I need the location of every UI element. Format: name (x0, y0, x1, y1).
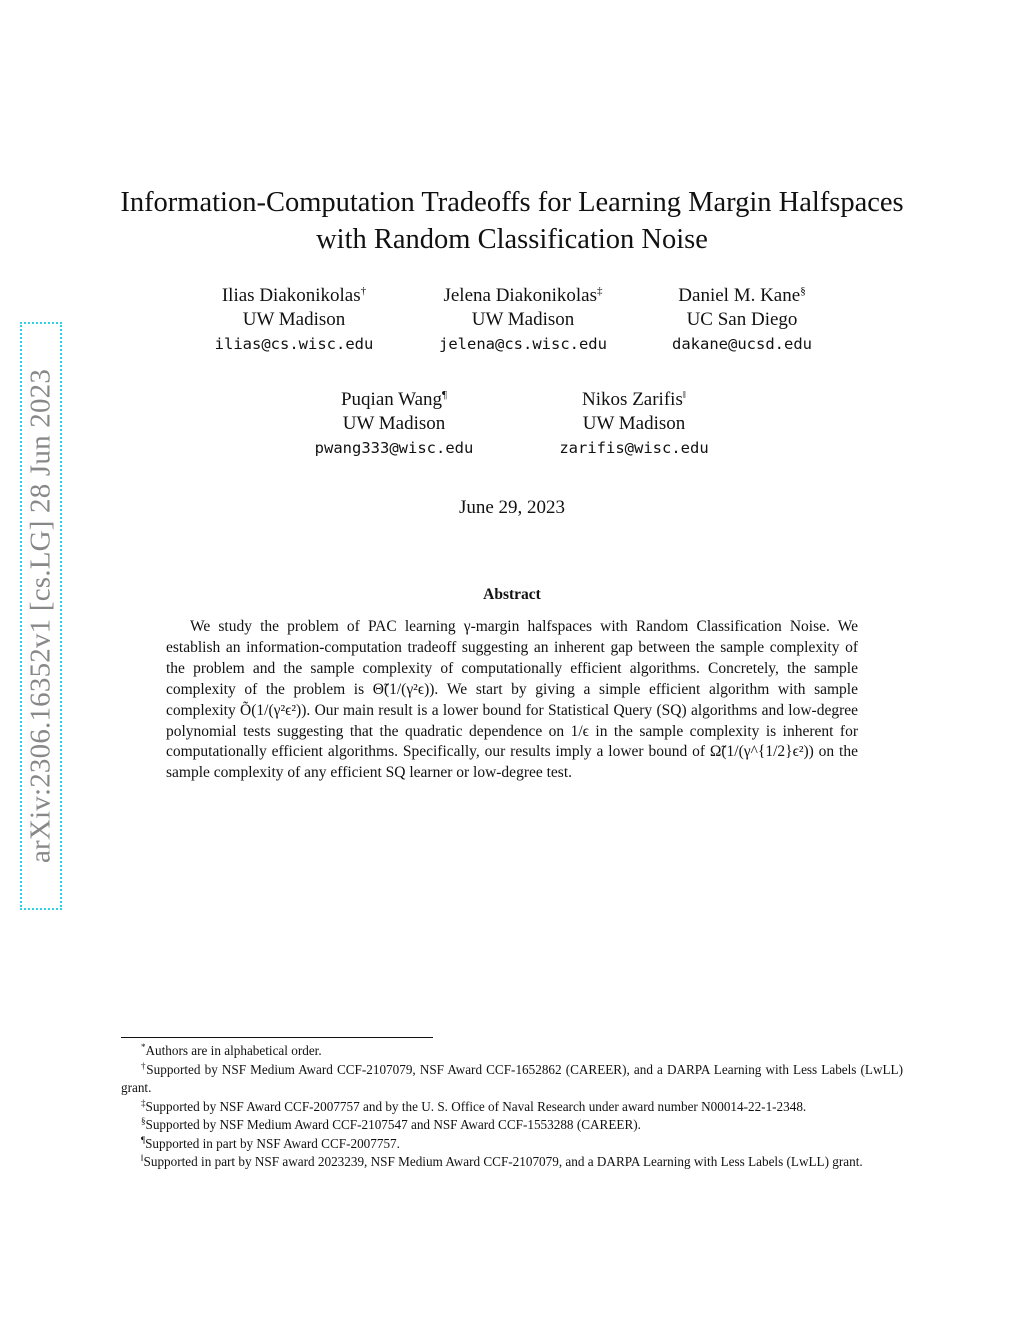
footnote (121, 1135, 903, 1154)
author-affiliation: UC San Diego (686, 309, 798, 330)
author-name: Nikos Zarifis (582, 389, 683, 410)
footnote-mark: ‡ (141, 1097, 146, 1108)
footnote (121, 1098, 903, 1117)
paper-date: June 29, 2023 (458, 497, 566, 518)
author-email[interactable]: jelena@cs.wisc.edu (439, 335, 607, 353)
title-line-2: with Random Classification Noise (316, 224, 708, 255)
author-footnote-mark: § (800, 285, 806, 297)
abstract-heading: Abstract (483, 586, 541, 603)
author-footnote-mark: † (360, 285, 367, 297)
footnote-text: Supported in part by NSF Award CCF-2007757. (145, 1135, 400, 1151)
footnote (121, 1061, 903, 1098)
footnote-text: Supported by NSF Medium Award CCF-2107547 and NSF Award CCF-1553288 (CAREER). (145, 1117, 641, 1132)
footnote-mark: ‖ (141, 1153, 144, 1163)
author-block-4 (296, 388, 492, 460)
footnotes (121, 1042, 903, 1172)
author-email[interactable]: ilias@cs.wisc.edu (214, 335, 374, 353)
footnote-text: Supported in part by NSF award 2023239, NSF Medium Award CCF-2107079, and a DARPA Learning with Less Labels (LwLL) grant. (143, 1154, 863, 1169)
author-affiliation: UW Madison (242, 309, 346, 330)
footnote-mark: * (141, 1042, 146, 1052)
author-affiliation: UW Madison (342, 413, 446, 434)
abstract-text: We study the problem of PAC learning γ-margin halfspaces with Random Classification Noise. We establish an information-computation tradeoff suggesting an inherent gap between the sample complexity of the problem and the sample complexity of computationally efficient algorithms. Concretely, the sample complexity of the problem is Θ̃(1/(γ²ϵ)). We start by giving a simple efficient algorithm with sample complexity Õ(1/(γ²ϵ²)). Our main result is a lower bound for Statistical Query (SQ) algorithms and low-degree polynomial tests suggesting that the quadratic dependence on 1/ϵ in the sample complexity is inherent for computationally efficient algorithms. Specifically, our results imply a lower bound of Ω̃(1/(γ^{1/2}ϵ²)) on the sample complexity of any efficient SQ learner or low-degree test. (166, 618, 858, 782)
author-footnote-mark: ‡ (597, 285, 603, 297)
arxiv-stamp (20, 322, 62, 910)
author-email[interactable]: dakane@ucsd.edu (672, 335, 812, 353)
author-block-1 (196, 284, 392, 356)
author-affiliation: UW Madison (471, 309, 575, 330)
title-line-1: Information-Computation Tradeoffs for Learning Margin Halfspaces (120, 187, 904, 218)
author-footnote-mark: ‖ (682, 389, 686, 401)
footnote (121, 1153, 903, 1172)
footnote (121, 1116, 903, 1135)
footnote-text: Authors are in alphabetical order. (145, 1043, 322, 1058)
footnote-text: Supported by NSF Medium Award CCF-2107079, NSF Award CCF-1652862 (CAREER), and a DARPA Learning with Less Labels (LwLL) grant. (121, 1061, 903, 1095)
author-email[interactable]: pwang333@wisc.edu (314, 439, 474, 457)
author-block-5 (536, 388, 732, 460)
author-email[interactable]: zarifis@wisc.edu (559, 439, 709, 457)
author-footnote-mark: ¶ (442, 389, 447, 401)
arxiv-identifier: arXiv:2306.16352v1 [cs.LG] 28 Jun 2023 (24, 368, 57, 864)
footnote-mark: † (141, 1060, 147, 1071)
author-affiliation: UW Madison (582, 413, 686, 434)
footnote-divider (121, 1037, 433, 1038)
footnote (121, 1042, 903, 1061)
author-name: Puqian Wang (340, 389, 443, 410)
author-name: Daniel M. Kane (678, 285, 801, 306)
paper-title (100, 184, 924, 258)
footnote-mark: ¶ (141, 1134, 146, 1145)
author-name: Jelena Diakonikolas (443, 285, 598, 306)
author-block-2 (422, 284, 624, 356)
footnote-text: Supported by NSF Award CCF-2007757 and by the U. S. Office of Naval Research under award number N00014-22-1-2348. (145, 1098, 807, 1114)
author-block-3 (652, 284, 832, 356)
footnote-mark: § (141, 1116, 146, 1126)
author-name: Ilias Diakonikolas (221, 285, 361, 306)
